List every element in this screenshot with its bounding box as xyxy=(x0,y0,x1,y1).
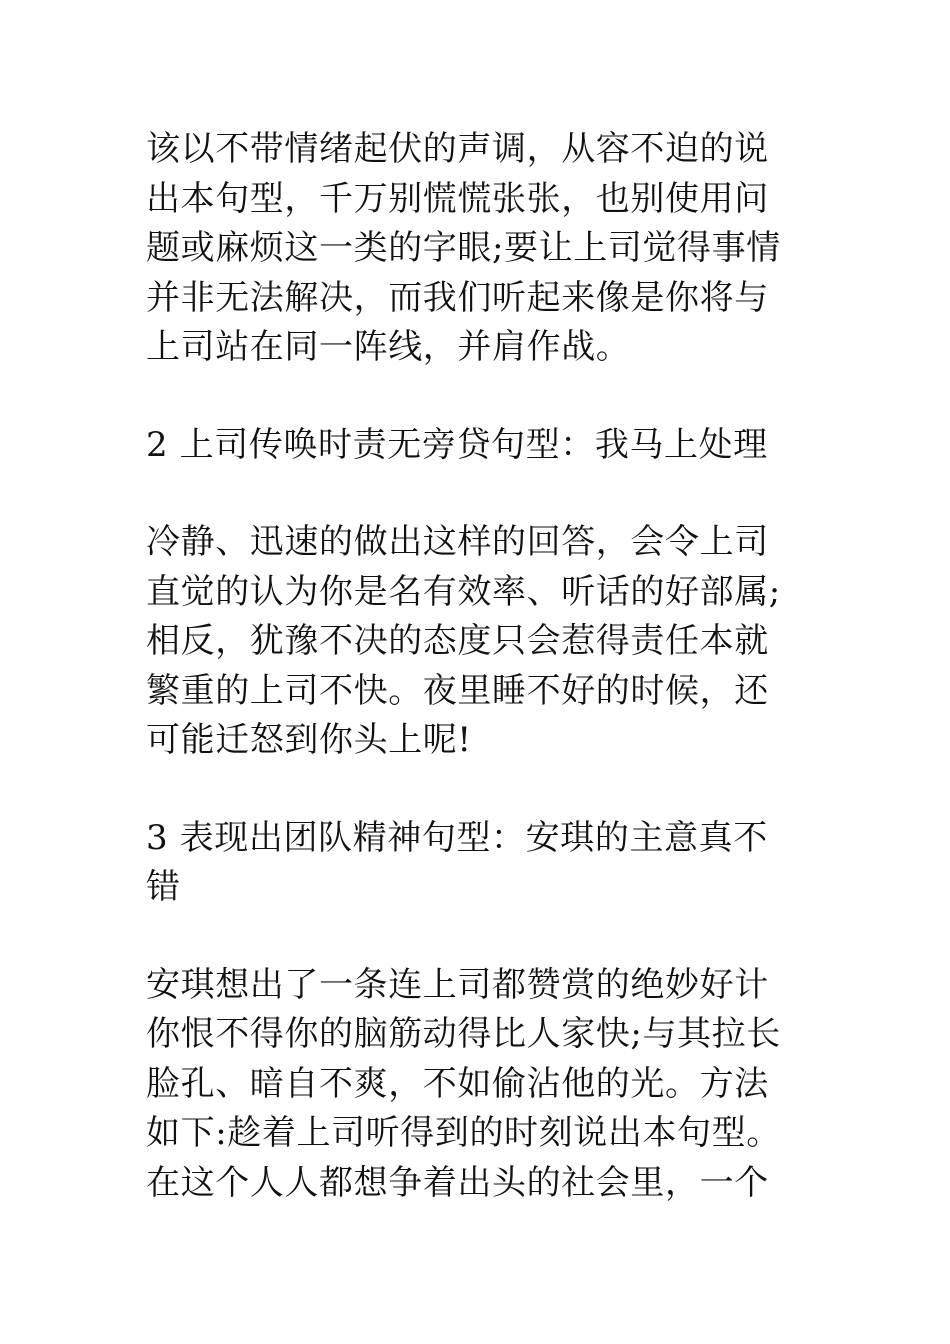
paragraph-composure: 该以不带情绪起伏的声调，从容不迫的说 出本句型，千万别慌慌张张，也别使用问 题或麻烦这一类的字眼;要让上司觉得事情 并非无法解决，而我们听起来像是你将与 上司站在同一阵线，并肩作战。 xyxy=(146,129,781,367)
paragraph-team-spirit: 安琪想出了一条连上司都赞赏的绝妙好计 你恨不得你的脑筋动得比人家快;与其拉长 脸孔、暗自不爽，不如偷沾他的光。方法 如下:趁着上司听得到的时刻说出本句型。 在这个人人都想争着出头的社会里，一个 xyxy=(146,964,781,1203)
paragraph-quick-response: 冷静、迅速的做出这样的回答，会令上司 直觉的认为你是名有效率、听话的好部属; 相反，犹豫不决的态度只会惹得责任本就 繁重的上司不快。夜里睡不好的时候，还 可能迁怒到你头上呢! xyxy=(146,522,781,760)
document-page xyxy=(146,125,811,1256)
heading-section-3: 3 表现出团队精神句型：安琪的主意真不 错 xyxy=(146,817,768,907)
heading-section-2: 2 上司传唤时责无旁贷句型：我马上处理 xyxy=(146,424,768,465)
